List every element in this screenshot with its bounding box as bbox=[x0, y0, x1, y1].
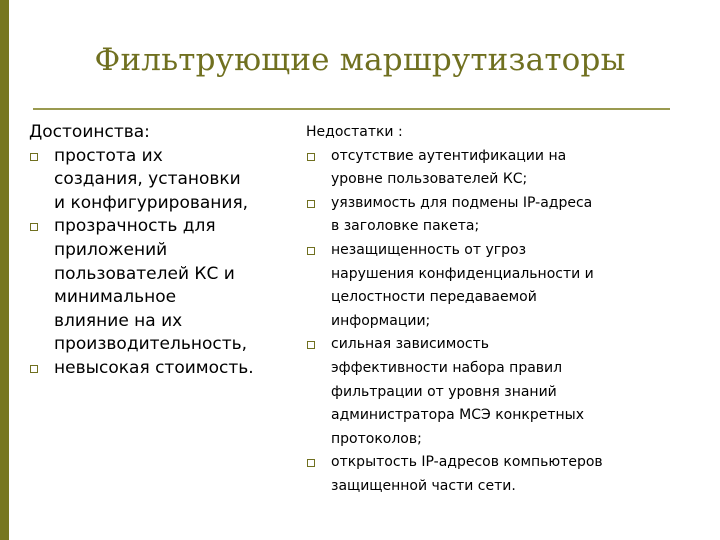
item-line: в заголовке пакета; bbox=[331, 218, 480, 235]
item-line: и конфигурирования, bbox=[54, 192, 249, 213]
disadvantages-column bbox=[306, 121, 720, 499]
disadvantage-item bbox=[306, 239, 720, 333]
item-line: производительность, bbox=[54, 334, 248, 355]
item-line: приложений bbox=[54, 239, 168, 260]
item-line: протоколов; bbox=[331, 430, 422, 447]
disadvantage-item bbox=[306, 192, 720, 239]
item-line: информации; bbox=[331, 312, 431, 329]
item-line: уровне пользователей КС; bbox=[331, 171, 528, 188]
square-bullet-icon bbox=[307, 247, 315, 255]
item-line: нарушения конфиденциальности и bbox=[331, 265, 594, 282]
square-bullet-icon bbox=[307, 153, 315, 161]
item-line: незащищенность от угроз bbox=[331, 241, 527, 258]
item-line: эффективности набора правил bbox=[331, 359, 563, 376]
advantage-item bbox=[29, 357, 291, 381]
slide-side-bar bbox=[0, 0, 9, 540]
item-line: уязвимость для подмены IP-адреса bbox=[331, 194, 593, 211]
advantages-column bbox=[29, 121, 291, 381]
item-line: прозрачность для bbox=[54, 216, 216, 237]
item-line: создания, установки bbox=[54, 169, 241, 190]
item-line: фильтрации от уровня знаний bbox=[331, 383, 557, 400]
item-line: отсутствие аутентификации на bbox=[331, 147, 567, 164]
square-bullet-icon bbox=[30, 153, 38, 161]
advantage-item bbox=[29, 215, 291, 357]
item-line: администратора МСЭ конкретных bbox=[331, 407, 584, 424]
item-line: минимальное bbox=[54, 287, 177, 308]
item-line: невысокая стоимость. bbox=[54, 357, 254, 378]
title-underline bbox=[33, 108, 670, 110]
item-line: простота их bbox=[54, 145, 163, 166]
square-bullet-icon bbox=[307, 459, 315, 467]
square-bullet-icon bbox=[30, 223, 38, 231]
item-line: защищенной части сети. bbox=[331, 477, 516, 494]
item-line: пользователей КС и bbox=[54, 263, 235, 284]
disadvantages-list bbox=[306, 145, 720, 499]
item-line: влияние на их bbox=[54, 310, 183, 331]
item-line: открытость IP-адресов компьютеров bbox=[331, 454, 603, 471]
square-bullet-icon bbox=[307, 341, 315, 349]
item-line: сильная зависимость bbox=[331, 336, 489, 353]
advantages-list bbox=[29, 145, 291, 381]
square-bullet-icon bbox=[307, 200, 315, 208]
disadvantage-item bbox=[306, 451, 720, 498]
advantage-item bbox=[29, 145, 291, 216]
disadvantages-heading: Недостатки : bbox=[306, 124, 403, 140]
slide-title: Фильтрующие маршрутизаторы bbox=[94, 42, 626, 78]
disadvantage-item bbox=[306, 145, 720, 192]
item-line: целостности передаваемой bbox=[331, 289, 537, 306]
square-bullet-icon bbox=[30, 365, 38, 373]
advantages-heading: Достоинства: bbox=[29, 122, 150, 142]
disadvantage-item bbox=[306, 333, 720, 451]
